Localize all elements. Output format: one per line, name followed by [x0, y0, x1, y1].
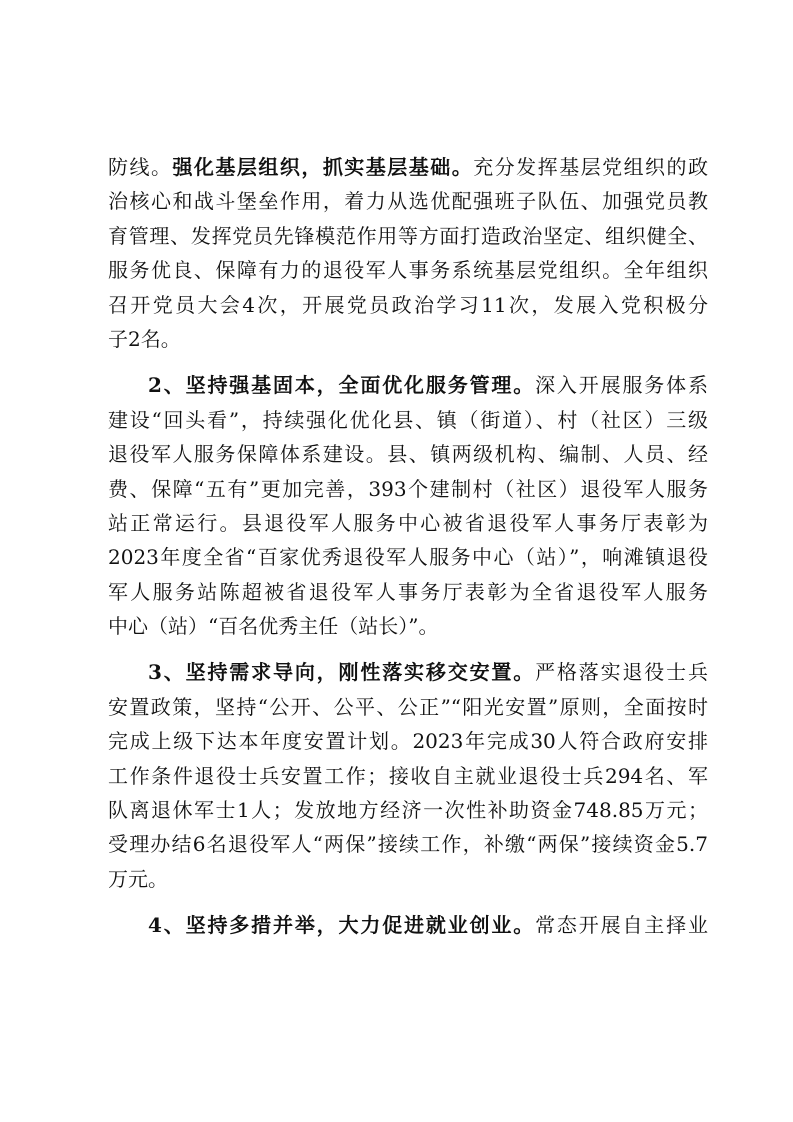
body-text-run: 充分发挥基层党组织的政 — [473, 155, 709, 179]
body-text-run: 深入开展服务体系 — [535, 373, 708, 398]
text-line — [108, 690, 708, 724]
paragraph-gap — [108, 643, 708, 655]
body-text-run: 工作条件退役士兵安置工作；接收自主就业退役士兵294名、军 — [108, 763, 708, 788]
bold-heading-text: 2、坚持强基固本，全面优化服务管理。 — [148, 373, 536, 398]
body-text-run: 受理办结6名退役军人“两保”接续工作，补缴“两保”接续资金5.7 — [108, 832, 708, 857]
body-text-run: 召开党员大会4次，开展党员政治学习11次，发展入党积极分 — [108, 292, 708, 317]
text-line — [108, 724, 708, 758]
body-text-run: 队离退休军士1人；发放地方经济一次性补助资金748.85万元； — [108, 798, 708, 823]
text-line — [108, 759, 708, 793]
body-text-run: 安置政策，坚持“公开、公平、公正”“阳光安置”原则，全面按时 — [108, 694, 708, 719]
paragraph-4 — [108, 908, 708, 942]
text-line — [108, 184, 708, 218]
paragraph-gap — [108, 356, 708, 368]
body-text-run: 军人服务站陈超被省退役军人事务厅表彰为全省退役军人服务 — [108, 579, 708, 604]
text-line — [108, 368, 708, 402]
text-line — [108, 322, 708, 356]
text-line — [108, 288, 708, 322]
body-text-run: 常态开展自主择业 — [535, 913, 708, 938]
document-body — [108, 150, 708, 943]
text-line — [108, 793, 708, 827]
body-text-run: 子2名。 — [108, 326, 181, 351]
body-text-run: 2023年度全省“百家优秀退役军人服务中心（站）”，响滩镇退役 — [108, 545, 708, 570]
paragraph-2 — [108, 368, 708, 643]
body-text-run: 完成上级下达本年度安置计划。2023年完成30人符合政府安排 — [108, 729, 708, 754]
text-line — [108, 403, 708, 437]
body-text-run: 费、保障“五有”更加完善，393个建制村（社区）退役军人服务 — [108, 476, 708, 501]
body-text-run: 中心（站）“百名优秀主任（站长）”。 — [108, 614, 439, 639]
body-text-run: 防线。 — [108, 155, 173, 179]
text-line — [108, 655, 708, 689]
paragraph-3 — [108, 655, 708, 896]
bold-heading-text: 3、坚持需求导向，刚性落实移交安置。 — [148, 660, 536, 685]
text-line — [108, 150, 708, 184]
body-text-run: 万元。 — [108, 866, 168, 891]
paragraph-gap — [108, 896, 708, 908]
text-line — [108, 219, 708, 253]
body-text-run: 建设“回头看”，持续强化优化县、镇（街道）、村（社区）三级 — [108, 407, 708, 432]
text-line — [108, 908, 708, 942]
text-line — [108, 862, 708, 896]
bold-heading-text: 强化基层组织，抓实基层基础。 — [172, 155, 474, 179]
bold-heading-text: 4、坚持多措并举，大力促进就业创业。 — [148, 913, 536, 938]
text-line — [108, 540, 708, 574]
text-line — [108, 253, 708, 287]
paragraph-1 — [108, 150, 708, 356]
text-line — [108, 575, 708, 609]
text-line — [108, 472, 708, 506]
body-text-run: 育管理、发挥党员先锋模范作用等方面打造政治坚定、组织健全、 — [108, 223, 708, 248]
text-line — [108, 437, 708, 471]
body-text-run: 退役军人服务保障体系建设。县、镇两级机构、编制、人员、经 — [108, 442, 708, 467]
body-text-run: 站正常运行。县退役军人服务中心被省退役军人事务厅表彰为 — [108, 510, 708, 535]
body-text-run: 严格落实退役士兵 — [535, 660, 708, 685]
body-text-run: 服务优良、保障有力的退役军人事务系统基层党组织。全年组织 — [108, 258, 708, 283]
text-line — [108, 827, 708, 861]
text-line — [108, 609, 708, 643]
text-line — [108, 506, 708, 540]
body-text-run: 治核心和战斗堡垒作用，着力从选优配强班子队伍、加强党员教 — [108, 189, 708, 214]
